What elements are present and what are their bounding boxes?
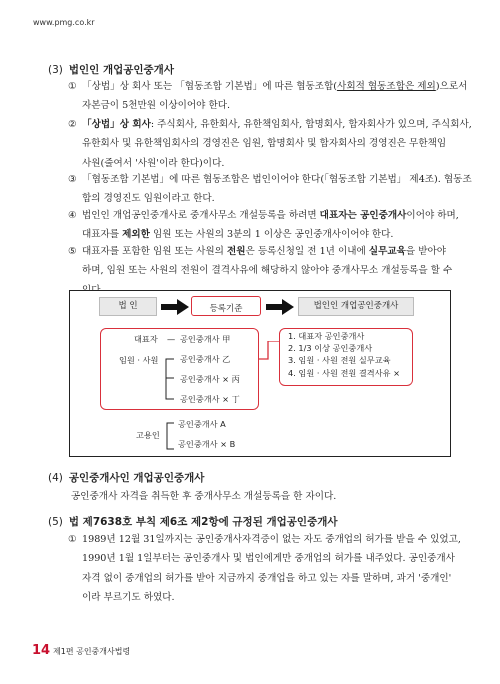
result-box: 법인인 개업공인중개사: [298, 297, 414, 316]
item-text-bold: 「상법」상 회사: [82, 119, 151, 130]
page-number: 14: [32, 643, 51, 658]
rep-value: 공인중개사 甲: [180, 334, 231, 344]
item-text: 대표자를 포함한 임원 또는 사원의: [82, 246, 227, 257]
criteria-item-3: 3. 임원 · 사원 전원 실무교육: [288, 355, 391, 365]
section-3-number: (3): [48, 64, 63, 76]
item-text-bold: 전원: [227, 246, 246, 257]
item-text: 법인인 개업공인중개사로 중개사무소 개설등록을 하려면: [82, 210, 320, 221]
section-5-heading: [48, 514, 338, 529]
section-4-heading: [48, 470, 204, 485]
item-text-bold: 대표자는 공인중개사: [319, 210, 407, 221]
section-4-title: 공인중개사인 개업공인중개사: [68, 472, 205, 484]
item-text: 이어야 하며,: [406, 210, 459, 221]
connector-line: [258, 341, 280, 375]
section-3-item-2: [68, 115, 472, 173]
item-text: 자본금이 5천만원 이상이어야 한다.: [82, 100, 231, 112]
item-text: : 주식회사, 유한회사, 유한책임회사, 합명회사, 합자회사가 있으며, 주식회사,: [150, 119, 472, 130]
arrow-right-icon: [161, 299, 189, 315]
criteria-item-1: 1. 대표자 공인중개사: [288, 331, 365, 341]
section-4-number: (4): [48, 472, 63, 484]
section-4-text: 공인중개사 자격을 취득한 후 중개사무소 개설등록을 한 자이다.: [71, 491, 337, 502]
item-text: 1990년 1월 1일부터는 공인중개사 및 법인에게만 중개업의 허가를 내주었다. 공인중개사: [82, 553, 455, 565]
item-marker: ③: [68, 174, 77, 185]
item-marker: ②: [68, 119, 77, 130]
item-text: 은 등록신청일 전 1년 이내에: [245, 246, 369, 257]
section-3-item-4: [68, 206, 459, 245]
rep-dash: —: [167, 334, 176, 344]
item-marker: ④: [68, 210, 77, 221]
criteria-box: [191, 296, 261, 316]
criteria-item-4: 4. 임원 · 사원 전원 결격사유 ×: [288, 368, 400, 378]
section-4-body: [71, 487, 336, 506]
arrow-right-icon: [266, 299, 294, 315]
section-3-item-3: [68, 170, 472, 209]
item-marker: ①: [68, 81, 77, 92]
section-5-number: (5): [48, 516, 63, 528]
item-text: 「협동조합 기본법」에 따른 협동조합은 법인이어야 한다(「협동조합 기본법」 제4조). 협동조: [82, 174, 472, 185]
employee-bracket: [164, 419, 178, 453]
corporation-box: 법 인: [99, 297, 157, 316]
criteria-label: 등록기준: [209, 304, 243, 314]
section-5-title: 법 제7638호 부칙 제6조 제2항에 규정된 개업공인중개사: [68, 516, 338, 528]
section-3-title: 법인인 개업공인중개사: [68, 64, 174, 76]
officer-label: 임원 · 사원: [119, 355, 159, 365]
item-marker: ①: [68, 534, 77, 545]
officer-1: 공인중개사 乙: [180, 354, 231, 364]
item-text: 유한회사 및 유한책임회사의 경영진은 임원, 합명회사 및 합자회사의 경영진은 무한책임: [82, 138, 447, 150]
item-text-bold: 제외한: [122, 229, 150, 241]
item-text: 합의 경영진도 임원이라고 한다.: [82, 193, 215, 205]
item-text: 1989년 12월 31일까지는 공인중개사자격증이 없는 자도 중개업의 허가를 받을 수 있었고,: [82, 534, 461, 545]
item-text: 「상법」상 회사 또는 「협동조합 기본법」에 따른 협동조합(: [82, 81, 338, 92]
section-5-item-1: [68, 530, 461, 608]
criteria-item-2: 2. 1/3 이상 공인중개사: [288, 343, 373, 353]
item-text: 을 받아야: [405, 246, 447, 257]
officer-2: 공인중개사 × 丙: [180, 374, 240, 384]
rep-label: 대표자: [134, 334, 158, 344]
officer-bracket: [162, 355, 178, 403]
employee-label: 고용인: [136, 430, 160, 440]
section-3-item-1: [68, 77, 468, 116]
employee-1: 공인중개사 A: [178, 419, 226, 429]
header-url: www.pmg.co.kr: [33, 18, 95, 27]
item-text: 사원(줄여서 '사원'이라 한다)이다.: [82, 157, 225, 169]
officer-3: 공인중개사 × 丁: [180, 394, 240, 404]
item-text: )으로서: [435, 81, 468, 92]
item-marker: ⑤: [68, 246, 77, 257]
item-text: 자격 없이 중개업의 허가를 받아 지금까지 중개업을 하고 있는 자를 말하며, 과거 '중개인': [82, 572, 452, 584]
employee-2: 공인중개사 × B: [178, 439, 236, 449]
footer-chapter: 제1편 공인중개사법령: [53, 647, 131, 656]
item-text: 임원 또는 사원의 3분의 1 이상은 공인중개사이어야 한다.: [149, 229, 394, 241]
registration-criteria-diagram: [69, 290, 451, 457]
item-text: 하며, 임원 또는 사원의 전원이 결격사유에 해당하지 않아야 중개사무소 개설등록을 할 수: [82, 265, 453, 277]
item-text: 이라 부르기도 하였다.: [82, 592, 175, 604]
item-text: 대표자를: [82, 229, 123, 241]
section-3-heading: [48, 62, 174, 77]
item-text-bold: 실무교육: [368, 246, 406, 257]
item-text-underlined: 사회적 협동조합은 제외: [337, 81, 436, 92]
